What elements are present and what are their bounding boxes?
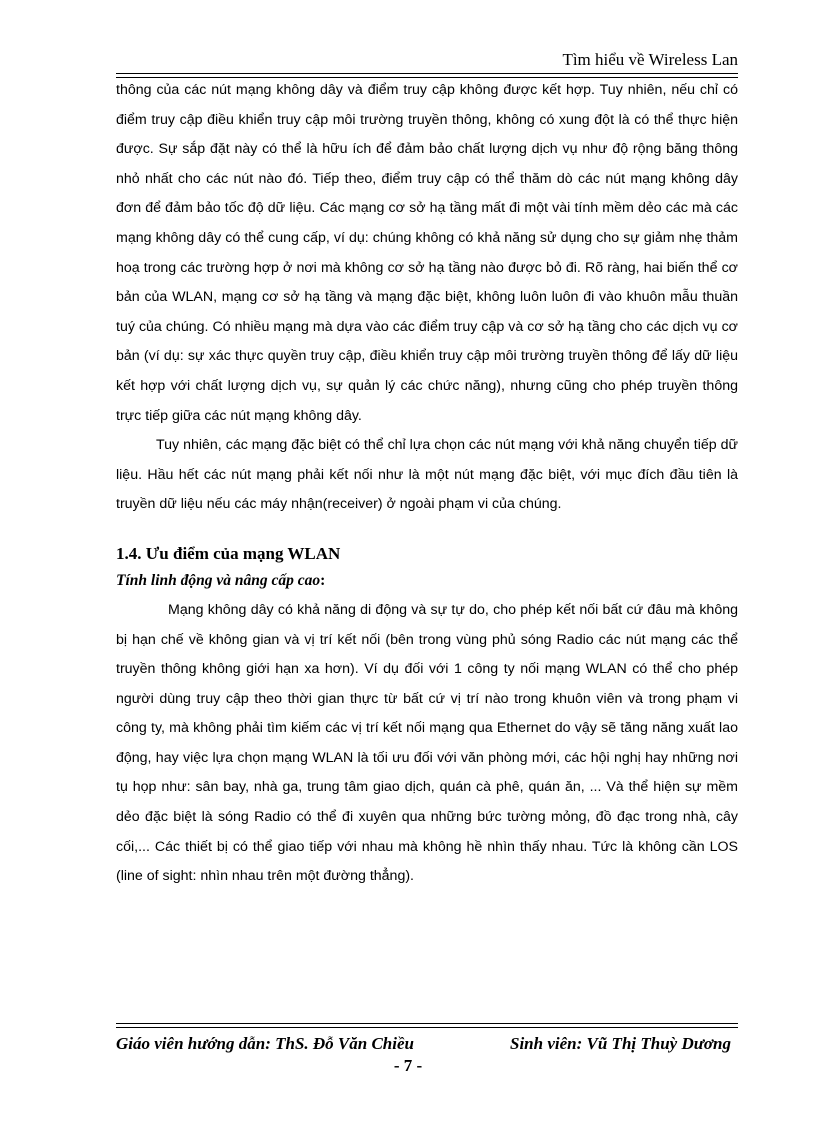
paragraph-mobility: Mạng không dây có khả năng di động và sự tự do, cho phép kết nối bất cứ đâu mà không bị hạn chế về không gian và vị trí kết nối (bên trong vùng phủ sóng Radio các nút mạng các thể truyền thông không giới hạn xa hơn). Ví dụ đối với 1 công ty nối mạng WLAN có thể cho phép người dùng truy cập theo thời gian thực từ bất cứ vị trí nào trong khuôn viên và trong phạm vi công ty, mà không phải tìm kiếm các vị trí kết nối mạng qua Ethernet do vậy sẽ tăng năng xuất lao động, hay việc lựa chọn mạng WLAN là tối ưu đối với văn phòng mới, các hội nghị hay những nơi tụ họp như: sân bay, nhà ga, trung tâm giao dịch, quán cà phê, quán ăn, ... Và thể hiện sự mềm dẻo đặc biệt là sóng Radio có thể đi xuyên qua những bức tường mỏng, đồ đạc trong nhà, cây cối,... Các thiết bị có thể giao tiếp với nhau mà không hề nhìn thấy nhau. Tức là không cần LOS (line of sight: nhìn nhau trên một đường thẳng). [116, 601, 738, 885]
subheading-colon: : [320, 571, 326, 589]
footer-student: Sinh viên: Vũ Thị Thuỳ Dương [510, 1034, 731, 1053]
footer-advisor: Giáo viên hướng dẫn: ThS. Đỗ Văn Chiều [116, 1034, 414, 1053]
header-rule [116, 73, 738, 74]
section-heading: 1.4. Ưu điểm của mạng WLAN [116, 543, 341, 563]
header-title: Tìm hiểu về Wireless Lan [562, 50, 738, 69]
footer-rule [116, 1023, 738, 1024]
subheading [116, 568, 738, 594]
body-content [116, 76, 738, 892]
footer-rule-double [116, 1027, 738, 1028]
paragraph-ad-hoc: Tuy nhiên, các mạng đặc biệt có thể chỉ lựa chọn các nút mạng với khả năng chuyển tiếp dữ liệu. Hầu hết các nút mạng phải kết nối như là một nút mạng đặc biệt, với mục đích đầu tiên là truyền dữ liệu nếu các máy nhận(receiver) ở ngoài phạm vi của chúng. [116, 437, 738, 513]
page-number: - 7 - [393, 1056, 423, 1075]
subheading-text: Tính linh động và nâng cấp cao [116, 571, 321, 589]
paragraph-continuation: thông của các nút mạng không dây và điểm truy cập không được kết hợp. Tuy nhiên, nếu chỉ có điểm truy cập điều khiển truy cập môi trường truyền thông, không có xung đột là có thể thực hiện được. Sự sắp đặt này có thể là hữu ích để đảm bảo chất lượng dịch vụ như độ rộng băng thông nhỏ nhất cho các nút nào đó. Tiếp theo, điểm truy cập có thể thăm dò các nút mạng không dây đơn để đảm bảo tốc độ dữ liệu. Các mạng cơ sở hạ tầng mất đi một vài tính mềm dẻo các mà các mạng không dây có thể cung cấp, ví dụ: chúng không có khả năng sử dụng cho sự giảm nhẹ thảm hoạ trong các trường hợp ở nơi mà không cơ sở hạ tầng nào được bỏ đi. Rõ ràng, hai biến thể cơ bản của WLAN, mạng cơ sở hạ tầng và mạng đặc biệt, không luôn luôn đi vào khuôn mẫu thuần tuý của chúng. Có nhiều mạng mà dựa vào các điểm truy cập và cơ sở hạ tầng cho các dịch vụ cơ bản (ví dụ: sự xác thực quyền truy cập, điều khiển truy cập môi trường truyền thông để lấy dữ liệu kết hợp với chất lượng dịch vụ, sự quản lý các chức năng), nhưng cũng cho phép truyền thông trực tiếp giữa các nút mạng không dây. [116, 82, 738, 424]
